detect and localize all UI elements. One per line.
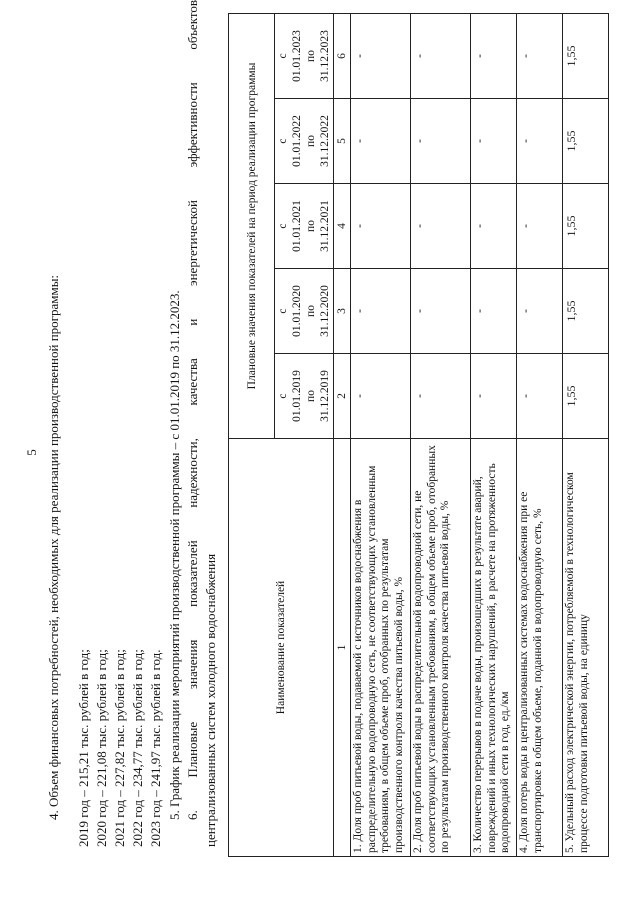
indicator-name: 5. Удельный расход электрической энергии, потребляемой в технологическом процессе подготовки питьевой воды, на единицу <box>563 439 609 857</box>
header-period-2021: с 01.01.2021 по 31.12.2021 <box>275 184 334 269</box>
indicator-value: - <box>351 184 411 269</box>
indicators-table <box>228 13 609 857</box>
indicator-value: - <box>471 13 517 98</box>
indicator-value: - <box>351 354 411 439</box>
indicator-value: - <box>517 13 563 98</box>
header-planned-values: Плановые значения показателей на период реализации программы <box>229 13 275 438</box>
indicator-value: - <box>351 99 411 184</box>
financial-line-2019: 2019 год – 215,21 тыс. рублей в год; <box>76 649 91 847</box>
section-4-heading: 4. Объем финансовых потребностей, необходимых для реализации производственной программы: <box>46 274 61 820</box>
header-period-2020: с 01.01.2020 по 31.12.2020 <box>275 269 334 354</box>
indicator-value: 1,55 <box>563 184 609 269</box>
column-number: 5 <box>334 99 351 184</box>
indicator-value: - <box>471 269 517 354</box>
column-number: 2 <box>334 354 351 439</box>
indicator-value: - <box>411 99 471 184</box>
indicator-value: - <box>471 99 517 184</box>
column-number: 3 <box>334 269 351 354</box>
financial-line-2023: 2023 год – 241,97 тыс. рублей в год. <box>148 649 163 847</box>
indicator-value: - <box>517 269 563 354</box>
column-number: 4 <box>334 184 351 269</box>
section-6-heading: 6. Плановые значения показателей надежности, качества и энергетической эффективности объектов <box>185 0 200 820</box>
indicator-name: 3. Количество перерывов в подаче воды, произошедших в результате аварий, повреждений и иных технологических нарушений, в расчете на протяженность водопроводной сети в год, ед./км <box>471 439 517 857</box>
column-number: 1 <box>334 439 351 857</box>
indicator-value: - <box>517 99 563 184</box>
indicator-value: - <box>517 184 563 269</box>
indicator-value: - <box>471 354 517 439</box>
header-period-2019: с 01.01.2019 по 31.12.2019 <box>275 354 334 439</box>
indicator-name: 4. Доля потерь воды в централизованных системах водоснабжения при ее транспортировке в общем объеме, поданной в водопроводную сеть, % <box>517 439 563 857</box>
page-number: 5 <box>24 449 39 456</box>
indicator-value: 1,55 <box>563 269 609 354</box>
section-5-schedule: 5. График реализации мероприятий производственной программы – с 01.01.2019 по 31.12.2023. <box>167 290 182 820</box>
indicator-value: - <box>351 269 411 354</box>
table-row <box>471 13 517 856</box>
indicator-value: - <box>411 184 471 269</box>
indicator-value: - <box>351 13 411 98</box>
table-row <box>411 13 471 856</box>
indicator-value: - <box>517 354 563 439</box>
indicator-name: 2. Доля проб питьевой воды в распределительной водопроводной сети, не соответствующих установленным требованиям, в общем объеме проб, отобранных по результатам производственного контроля качества питьевой воды, % <box>411 439 471 857</box>
header-indicator-name: Наименование показателей <box>229 439 334 857</box>
column-number: 6 <box>334 13 351 98</box>
financial-line-2022: 2022 год – 234,77 тыс. рублей в год; <box>130 649 145 847</box>
indicator-name: 1. Доля проб питьевой воды, подаваемой с источников водоснабжения в распределительную водопроводную сеть, не соответствующих установленным требованиям, в общем объеме проб, отобранных по результатам производственного контроля качества питьевой воды, % <box>351 439 411 857</box>
header-period-2023: с 01.01.2023 по 31.12.2023 <box>275 13 334 98</box>
financial-line-2021: 2021 год – 227,82 тыс. рублей в год; <box>112 649 127 847</box>
indicator-value: - <box>411 354 471 439</box>
table-row <box>563 13 609 856</box>
indicator-value: 1,55 <box>563 13 609 98</box>
table-row <box>351 13 411 856</box>
financial-line-2020: 2020 год – 221,08 тыс. рублей в год; <box>94 649 109 847</box>
indicator-value: 1,55 <box>563 99 609 184</box>
section-6-heading-continued: централизованных систем холодного водоснабжения <box>203 553 218 847</box>
indicator-value: 1,55 <box>563 354 609 439</box>
indicator-value: - <box>411 269 471 354</box>
table-row <box>517 13 563 856</box>
indicator-value: - <box>411 13 471 98</box>
header-period-2022: с 01.01.2022 по 31.12.2022 <box>275 99 334 184</box>
indicator-value: - <box>471 184 517 269</box>
